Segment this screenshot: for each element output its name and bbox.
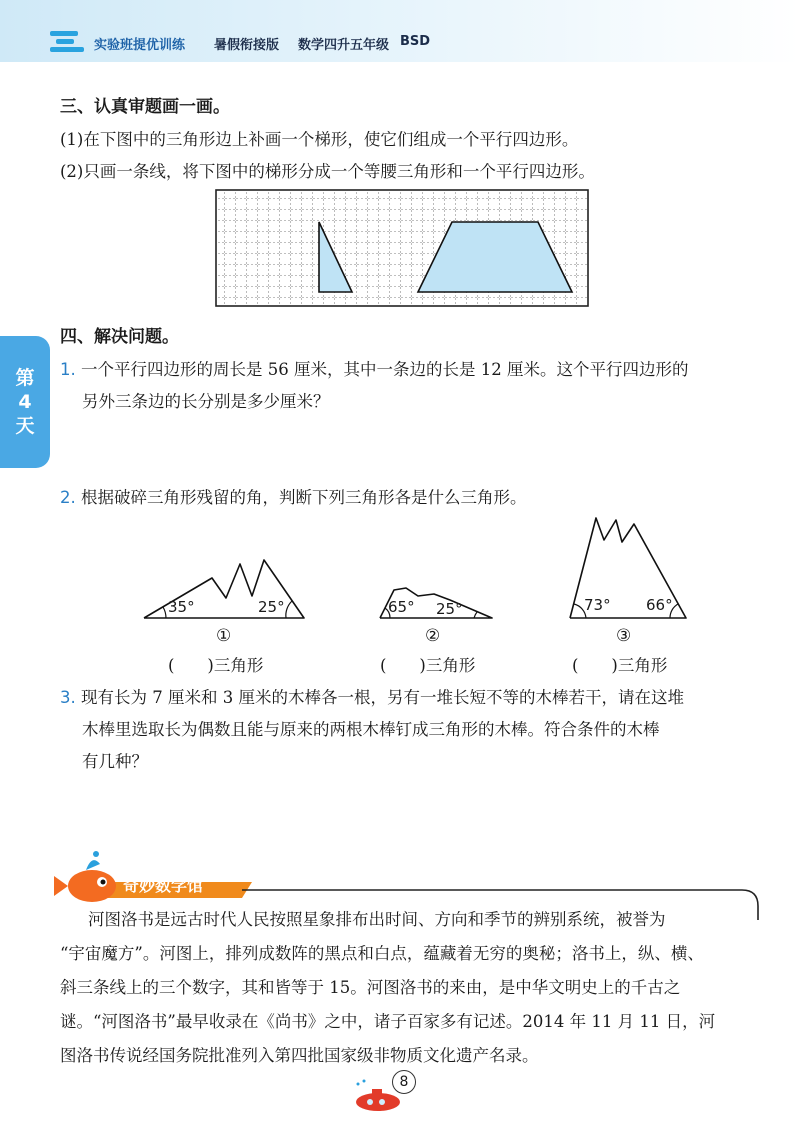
page-number: 8 xyxy=(392,1070,416,1094)
grid-figure xyxy=(214,188,590,310)
section3-title: 三、认真审题画一画。 xyxy=(60,97,230,117)
version-label: BSD xyxy=(400,34,431,49)
triangle3-label: ③ xyxy=(616,626,632,646)
fun-box-line-1: 河图洛书是远古时代人民按照星象排布出时间、方向和季节的辨别系统，被誉为 xyxy=(88,910,666,929)
day-side-tab xyxy=(0,336,50,468)
triangle2-label: ② xyxy=(425,626,441,646)
side-tab-line3: 天 xyxy=(15,415,35,437)
problem3-line1 xyxy=(60,684,684,708)
problem3-text2: 木棒里选取长为偶数且能与原来的两根木棒钉成三角形的木棒。符合条件的木棒 xyxy=(82,720,660,739)
problem2-line1 xyxy=(60,484,527,508)
subject-label: 数学四升五年级 xyxy=(298,38,390,53)
edition-label: 暑假衔接版 xyxy=(214,38,280,53)
triangle1-angle-a: 35° xyxy=(168,598,195,616)
fun-box-line-3: 斜三条线上的三个数字，其和皆等于 15。河图洛书的来由，是中华文明史上的千古之 xyxy=(60,978,681,997)
triangle3-angle-b: 66° xyxy=(646,596,673,614)
triangle2-angle-b: 25° xyxy=(436,600,463,618)
problem3-text1: 现有长为 7 厘米和 3 厘米的木棒各一根，另有一堆长短不等的木棒若干，请在这堆 xyxy=(81,688,684,707)
triangle3-answer-blank[interactable]: ( )三角形 xyxy=(572,656,668,675)
problem3-number: 3. xyxy=(60,688,76,707)
problem1-line1 xyxy=(60,356,688,380)
section3-q2: (2)只画一条线，将下图中的梯形分成一个等腰三角形和一个平行四边形。 xyxy=(60,162,595,181)
series-title: 实验班提优训练 xyxy=(94,38,186,53)
problem2-text1: 根据破碎三角形残留的角，判断下列三角形各是什么三角形。 xyxy=(81,488,527,507)
side-tab-line2: 4 xyxy=(18,391,32,413)
problem1-text1: 一个平行四边形的周长是 56 厘米，其中一条边的长是 12 厘米。这个平行四边形的 xyxy=(81,360,689,379)
fish-mascot-icon xyxy=(54,851,116,902)
section4-title: 四、解决问题。 xyxy=(60,327,179,347)
problem3-text3: 有几种？ xyxy=(82,752,148,771)
fun-box-line-5: 图洛书传说经国务院批准列入第四批国家级非物质文化遗产名录。 xyxy=(60,1046,539,1065)
triangle1-label: ① xyxy=(216,626,232,646)
fun-box-title: 奇妙数学馆 xyxy=(123,876,204,895)
triangle3-angle-a: 73° xyxy=(584,596,611,614)
fun-box-line-4: 谜。“河图洛书”最早收录在《尚书》之中，诸子百家多有记述。2014 年 11 月 11 日，河 xyxy=(60,1012,716,1031)
triangle1-angle-b: 25° xyxy=(258,598,285,616)
fun-box-line-2: “宇宙魔方”。河图上，排列成数阵的黑点和白点，蕴藏着无穷的奥秘；洛书上，纵、横、 xyxy=(60,944,704,963)
triangle1-answer-blank[interactable]: ( )三角形 xyxy=(168,656,264,675)
triangle2-answer-blank[interactable]: ( )三角形 xyxy=(380,656,476,675)
problem1-text2: 另外三条边的长分别是多少厘米？ xyxy=(82,392,330,411)
side-tab-line1: 第 xyxy=(15,367,35,389)
triangle2-angle-a: 65° xyxy=(388,598,415,616)
section3-q1: (1)在下图中的三角形边上补画一个梯形，使它们组成一个平行四边形。 xyxy=(60,130,579,149)
problem1-number: 1. xyxy=(60,360,76,379)
series-logo-icon xyxy=(48,28,90,56)
problem2-number: 2. xyxy=(60,488,76,507)
